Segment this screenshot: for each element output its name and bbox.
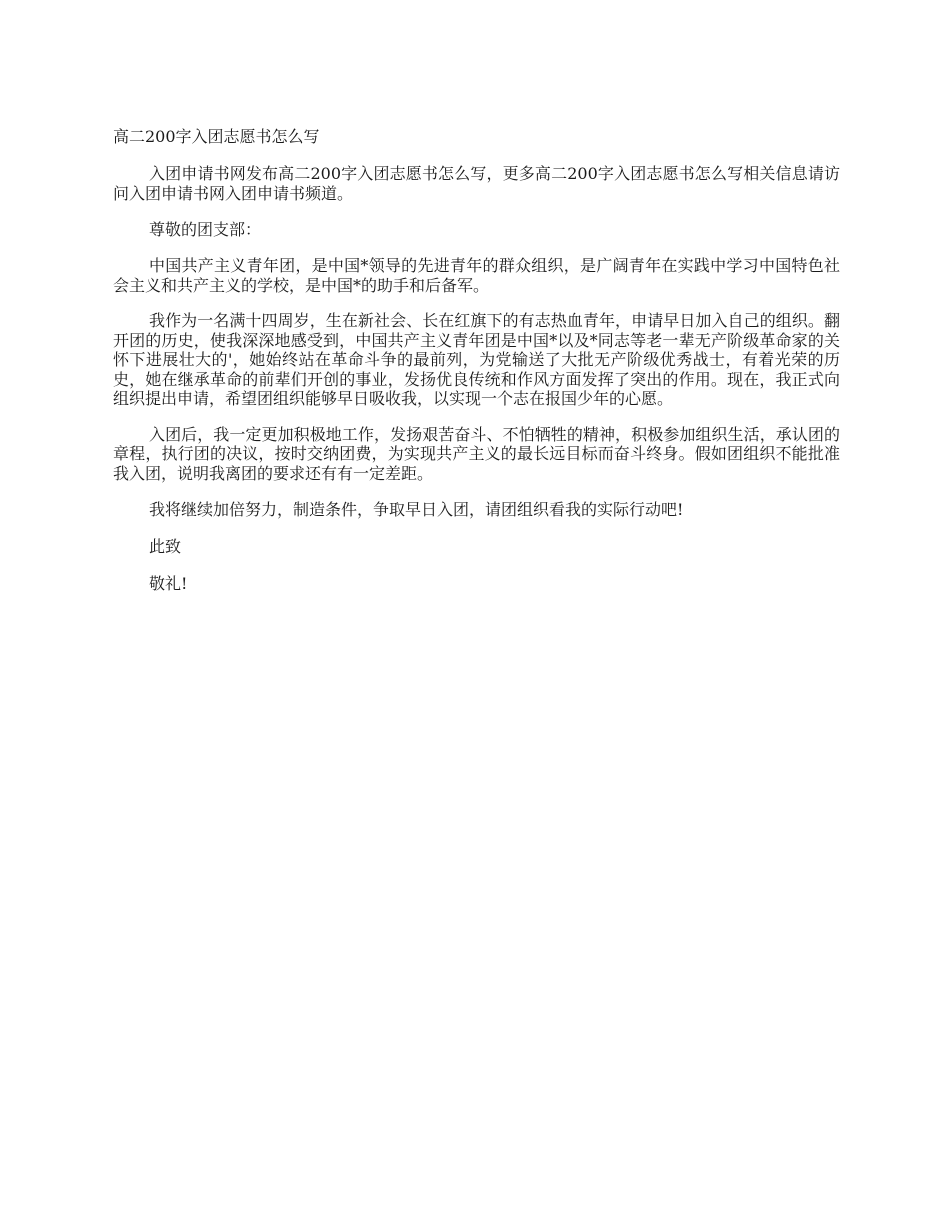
document-title: 高二200字入团志愿书怎么写 [113, 127, 320, 146]
document-body [113, 126, 840, 610]
body-paragraph-2: 我作为一名满十四周岁，生在新社会、长在红旗下的有志热血青年，申请早日加入自己的组织。翻开团的历史，使我深深地感受到，中国共产主义青年团是中国*以及*同志等老一辈无产阶级革命家的关怀下进展壮大的'，她始终站在革命斗争的最前列，为党输送了大批无产阶级优秀战士，有着光荣的历史，她在继承革命的前辈们开创的事业，发扬优良传统和作风方面发挥了突出的作用。现在，我正式向组织提出申请，希望团组织能够早日吸收我，以实现一个志在报国少年的心愿。 [113, 311, 840, 408]
salutation: 尊敬的团支部： [149, 220, 262, 239]
body-paragraph-1: 中国共产主义青年团，是中国*领导的先进青年的群众组织，是广阔青年在实践中学习中国特色社会主义和共产主义的学校，是中国*的助手和后备军。 [113, 256, 840, 295]
body-paragraph-3: 入团后，我一定更加积极地工作，发扬艰苦奋斗、不怕牺牲的精神，积极参加组织生活，承认团的章程，执行团的决议，按时交纳团费，为实现共产主义的最长远目标而奋斗终身。假如团组织不能批准我入团，说明我离团的要求还有有一定差距。 [113, 424, 840, 483]
closing-regards: 此致 [149, 537, 182, 556]
closing-salute: 敬礼! [149, 574, 188, 593]
intro-paragraph: 入团申请书网发布高二200字入团志愿书怎么写，更多高二200字入团志愿书怎么写相关信息请访问入团申请书网入团申请书频道。 [113, 164, 840, 203]
closing-statement: 我将继续加倍努力，制造条件，争取早日入团，请团组织看我的实际行动吧! [149, 500, 684, 519]
